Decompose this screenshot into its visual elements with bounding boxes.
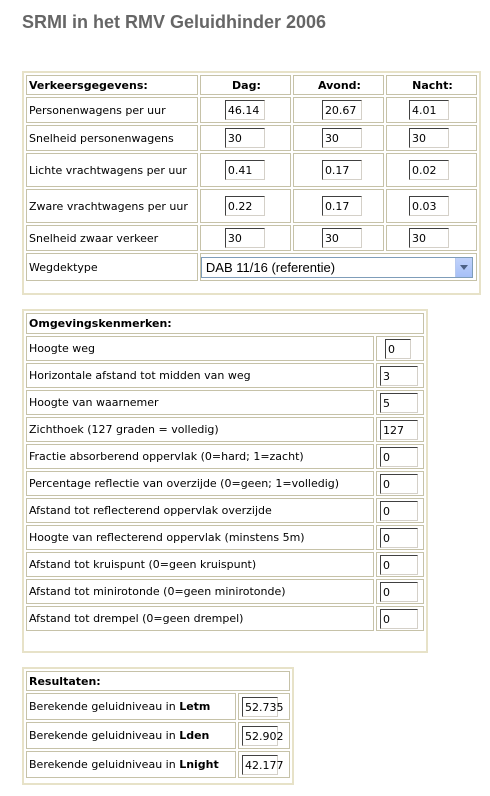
afstand-reflecterend-input[interactable]: 0: [380, 501, 418, 521]
col-dag: Dag:: [200, 75, 291, 95]
resultaten-table: [24, 669, 292, 780]
snelheid-personenwagens-dag-input[interactable]: 30: [225, 128, 265, 148]
result-lnight-output[interactable]: 42.177: [242, 755, 278, 775]
result-row-lnight: [26, 751, 236, 778]
afstand-drempel-input[interactable]: 0: [380, 609, 418, 629]
result-lden-output[interactable]: 52.902: [242, 726, 278, 746]
row-label-snelheid-personenwagens: Snelheid personenwagens: [26, 125, 198, 151]
page-title: SRMI in het RMV Geluidhinder 2006: [22, 12, 327, 32]
horizontale-afstand-input[interactable]: 3: [380, 366, 418, 386]
zichthoek-input[interactable]: 127: [380, 420, 418, 440]
result-label: Berekende geluidniveau in: [29, 729, 180, 742]
row-label-personenwagens: Personenwagens per uur: [26, 97, 198, 123]
row-label-afstand-kruispunt: Afstand tot kruispunt (0=geen kruispunt): [26, 552, 374, 577]
omgevingskenmerken-header: Omgevingskenmerken:: [26, 313, 424, 334]
result-row-lden: [26, 722, 236, 749]
result-unit-letm: Letm: [179, 700, 211, 713]
zware-vrachtwagens-avond-input[interactable]: 0.17: [322, 196, 362, 216]
snelheid-personenwagens-nacht-input[interactable]: 30: [409, 128, 449, 148]
col-avond: Avond:: [293, 75, 384, 95]
chevron-down-icon[interactable]: [455, 258, 472, 277]
result-label: Berekende geluidniveau in: [29, 758, 180, 771]
row-label-zware-vrachtwagens: Zware vrachtwagens per uur: [26, 189, 198, 223]
hoogte-reflecterend-input[interactable]: 0: [380, 528, 418, 548]
result-row-letm: [26, 693, 236, 720]
wegdektype-selected-value: DAB 11/16 (referentie): [205, 259, 336, 275]
personenwagens-dag-input[interactable]: 46.14: [225, 100, 265, 120]
col-nacht: Nacht:: [386, 75, 477, 95]
row-label-lichte-vrachtwagens: Lichte vrachtwagens per uur: [26, 153, 198, 187]
result-label: Berekende geluidniveau in: [29, 700, 180, 713]
omgevingskenmerken-panel: [22, 309, 428, 653]
personenwagens-avond-input[interactable]: 20.67: [322, 100, 362, 120]
zware-vrachtwagens-nacht-input[interactable]: 0.03: [409, 196, 449, 216]
fractie-absorberend-input[interactable]: 0: [380, 447, 418, 467]
lichte-vrachtwagens-dag-input[interactable]: 0.41: [225, 160, 265, 180]
snelheid-zwaar-verkeer-dag-input[interactable]: 30: [225, 228, 265, 248]
row-label-hoogte-weg: Hoogte weg: [26, 336, 374, 361]
row-label-horizontale-afstand: Horizontale afstand tot midden van weg: [26, 363, 374, 388]
row-label-afstand-minirotonde: Afstand tot minirotonde (0=geen minirotonde): [26, 579, 374, 604]
row-label-afstand-drempel: Afstand tot drempel (0=geen drempel): [26, 606, 374, 631]
hoogte-waarnemer-input[interactable]: 5: [380, 393, 418, 413]
hoogte-weg-input[interactable]: 0: [385, 339, 411, 359]
snelheid-zwaar-verkeer-nacht-input[interactable]: 30: [409, 228, 449, 248]
afstand-kruispunt-input[interactable]: 0: [380, 555, 418, 575]
afstand-minirotonde-input[interactable]: 0: [380, 582, 418, 602]
result-unit-lden: Lden: [179, 729, 210, 742]
snelheid-personenwagens-avond-input[interactable]: 30: [322, 128, 362, 148]
wegdektype-select[interactable]: [201, 257, 473, 278]
zware-vrachtwagens-dag-input[interactable]: 0.22: [225, 196, 265, 216]
omgevingskenmerken-table: [24, 311, 426, 633]
row-label-hoogte-reflecterend: Hoogte van reflecterend oppervlak (minstens 5m): [26, 525, 374, 550]
row-label-wegdektype: Wegdektype: [26, 253, 198, 281]
lichte-vrachtwagens-avond-input[interactable]: 0.17: [322, 160, 362, 180]
row-label-snelheid-zwaar-verkeer: Snelheid zwaar verkeer: [26, 225, 198, 251]
verkeersgegevens-panel: [22, 71, 481, 295]
row-label-percentage-reflectie: Percentage reflectie van overzijde (0=geen; 1=volledig): [26, 471, 374, 496]
result-letm-output[interactable]: 52.735: [242, 697, 278, 717]
row-label-zichthoek: Zichthoek (127 graden = volledig): [26, 417, 374, 442]
resultaten-header: Resultaten:: [26, 671, 290, 691]
resultaten-panel: [22, 667, 294, 785]
row-label-hoogte-waarnemer: Hoogte van waarnemer: [26, 390, 374, 415]
verkeersgegevens-table: [24, 73, 479, 283]
percentage-reflectie-input[interactable]: 0: [380, 474, 418, 494]
verkeersgegevens-header: Verkeersgegevens:: [26, 75, 198, 95]
snelheid-zwaar-verkeer-avond-input[interactable]: 30: [322, 228, 362, 248]
personenwagens-nacht-input[interactable]: 4.01: [409, 100, 449, 120]
row-label-afstand-reflecterend: Afstand tot reflecterend oppervlak overzijde: [26, 498, 374, 523]
result-unit-lnight: Lnight: [179, 758, 219, 771]
lichte-vrachtwagens-nacht-input[interactable]: 0.02: [409, 160, 449, 180]
row-label-fractie-absorberend: Fractie absorberend oppervlak (0=hard; 1=zacht): [26, 444, 374, 469]
